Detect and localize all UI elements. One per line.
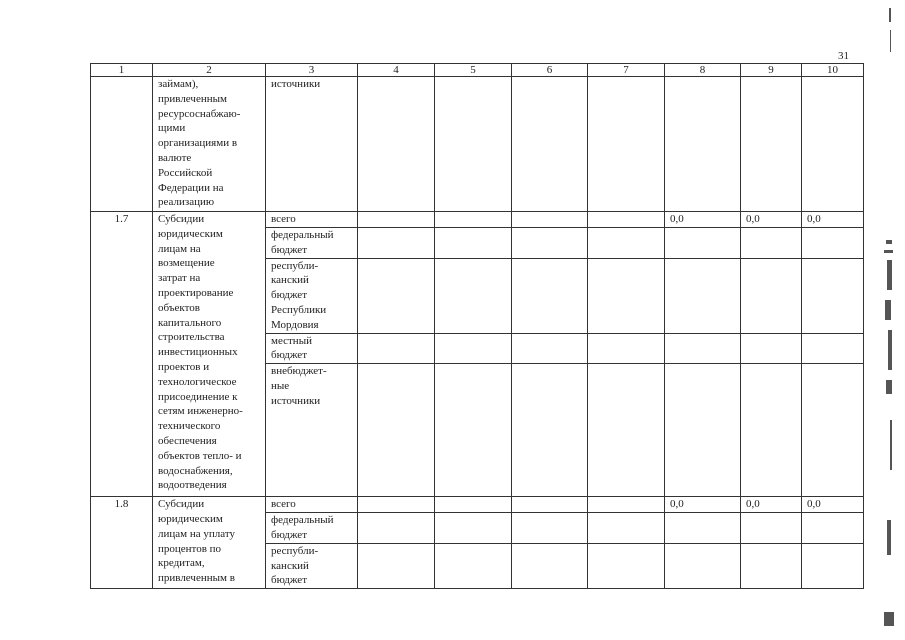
funding-source: республи- канский бюджет Республики Мордовия: [266, 258, 358, 333]
value-cell-c9: [741, 364, 802, 497]
empty-cell: [358, 364, 435, 497]
funding-source: федеральный бюджет: [266, 513, 358, 544]
empty-cell: [512, 543, 588, 588]
column-header: 10: [802, 64, 864, 77]
column-number-header-row: [91, 64, 864, 77]
column-header: 9: [741, 64, 802, 77]
value-cell-c9: [741, 333, 802, 364]
table-row: [91, 212, 864, 228]
empty-cell: [435, 228, 512, 259]
empty-cell: [358, 543, 435, 588]
empty-cell: [435, 333, 512, 364]
funding-source: республи- канский бюджет: [266, 543, 358, 588]
empty-cell: [588, 333, 665, 364]
scan-edge-marks: [884, 0, 905, 640]
empty-cell: [588, 228, 665, 259]
empty-cell: [358, 228, 435, 259]
value-cell-c8: [665, 258, 741, 333]
value-cell-c9: [741, 543, 802, 588]
empty-cell: [358, 513, 435, 544]
empty-cell: [358, 333, 435, 364]
empty-cell: [435, 364, 512, 497]
empty-cell: [512, 258, 588, 333]
value-cell-c8: 0,0: [665, 212, 741, 228]
continuation-description: займам), привлеченным ресурсоснабжаю- щими организациями в валюте Российской Федерации на реализацию: [153, 77, 266, 212]
funding-source: всего: [266, 212, 358, 228]
empty-cell: [588, 364, 665, 497]
column-header: 1: [91, 64, 153, 77]
funding-source: внебюджет- ные источники: [266, 364, 358, 497]
value-cell-c8: [665, 364, 741, 497]
value-cell-c8: [665, 513, 741, 544]
empty-cell: [512, 513, 588, 544]
column-header: 7: [588, 64, 665, 77]
continuation-row: [91, 77, 864, 212]
column-header: 3: [266, 64, 358, 77]
budget-table: [90, 63, 864, 589]
value-cell-c8: 0,0: [665, 497, 741, 513]
empty-cell: [435, 497, 512, 513]
value-cell-c9: [741, 258, 802, 333]
empty-cell: [435, 212, 512, 228]
table-row: [91, 497, 864, 513]
empty-cell: [588, 543, 665, 588]
continuation-source: источники: [266, 77, 358, 212]
value-cell-c10: 0,0: [802, 212, 864, 228]
empty-cell: [435, 258, 512, 333]
items-body: [91, 212, 864, 589]
value-cell-c10: [802, 364, 864, 497]
empty-cell: [512, 333, 588, 364]
value-cell-c10: [802, 228, 864, 259]
value-cell-c10: [802, 513, 864, 544]
item-number: 1.8: [91, 497, 153, 589]
column-header: 4: [358, 64, 435, 77]
item-description: Субсидии юридическим лицам на уплату процентов по кредитам, привлеченным в: [153, 497, 266, 589]
empty-cell: [435, 543, 512, 588]
empty-cell: [358, 258, 435, 333]
value-cell-c9: 0,0: [741, 212, 802, 228]
empty-cell: [588, 258, 665, 333]
value-cell-c8: [665, 333, 741, 364]
value-cell-c8: [665, 543, 741, 588]
value-cell-c10: [802, 333, 864, 364]
column-header: 5: [435, 64, 512, 77]
value-cell-c9: [741, 513, 802, 544]
page-number: 31: [838, 50, 849, 62]
value-cell-c9: [741, 228, 802, 259]
value-cell-c9: 0,0: [741, 497, 802, 513]
column-header: 6: [512, 64, 588, 77]
value-cell-c10: 0,0: [802, 497, 864, 513]
item-number: 1.7: [91, 212, 153, 497]
funding-source: всего: [266, 497, 358, 513]
value-cell-c10: [802, 258, 864, 333]
empty-cell: [588, 212, 665, 228]
empty-cell: [588, 513, 665, 544]
value-cell-c8: [665, 228, 741, 259]
column-header: 8: [665, 64, 741, 77]
funding-source: местный бюджет: [266, 333, 358, 364]
column-header: 2: [153, 64, 266, 77]
empty-cell: [358, 497, 435, 513]
empty-cell: [512, 212, 588, 228]
empty-cell: [588, 497, 665, 513]
funding-source: федеральный бюджет: [266, 228, 358, 259]
value-cell-c10: [802, 543, 864, 588]
empty-cell: [435, 513, 512, 544]
empty-cell: [512, 228, 588, 259]
empty-cell: [512, 497, 588, 513]
empty-cell: [358, 212, 435, 228]
item-description: Субсидии юридическим лицам на возмещение затрат на проектирование объектов капитального строительства инвестиционных проектов и технологическое присоединение к сетям инженерно- технического обеспечения объектов тепло- и водоснабжения, водоотведения: [153, 212, 266, 497]
empty-cell: [512, 364, 588, 497]
